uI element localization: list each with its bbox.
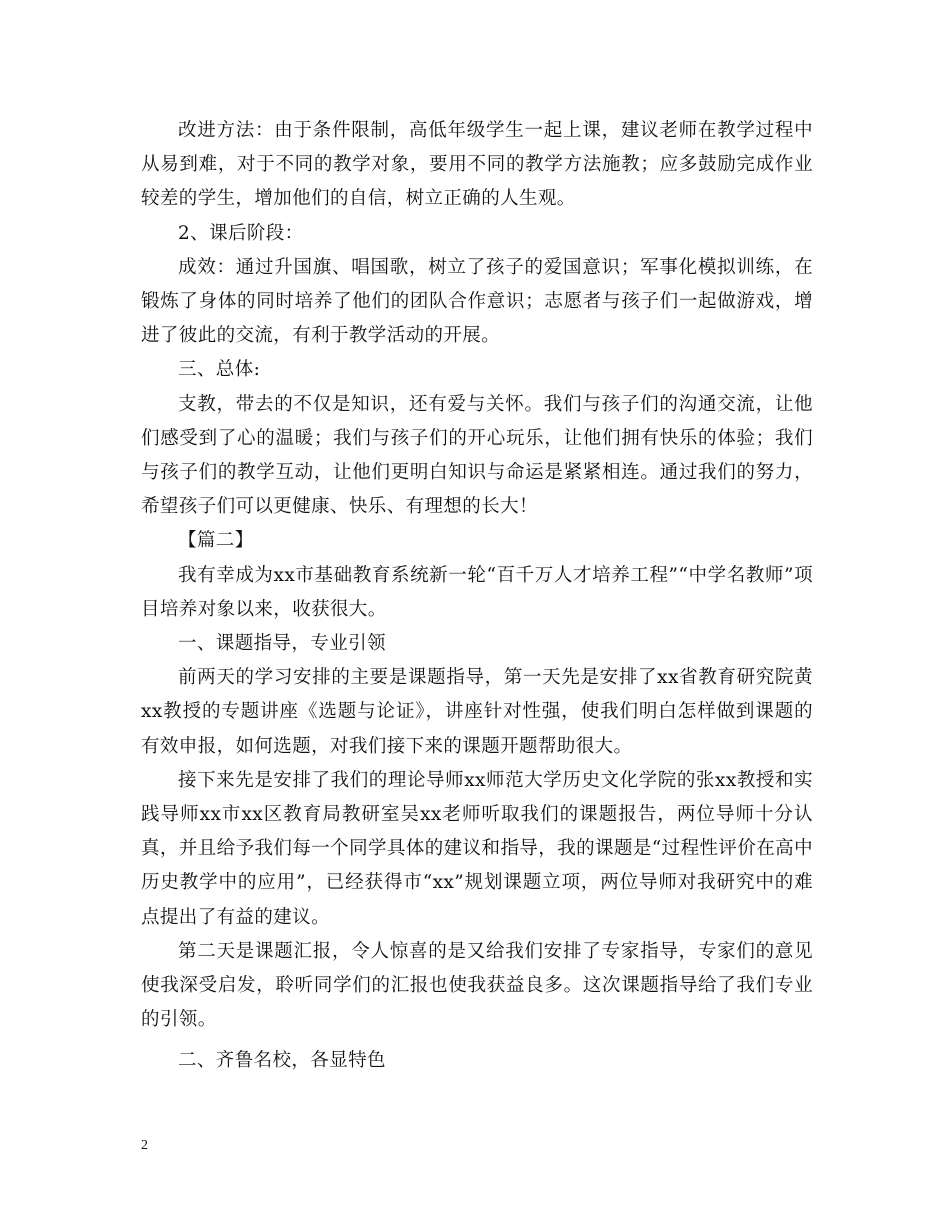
page-number: 2 <box>141 1138 148 1153</box>
paragraph-teaching-support: 支教，带去的不仅是知识，还有爱与关怀。我们与孩子们的沟通交流，让他们感受到了心的温暖；我们与孩子们的开心玩乐，让他们拥有快乐的体验；我们与孩子们的教学互动，让他们更明白知识与命运是紧紧相连。通过我们的努力，希望孩子们可以更健康、快乐、有理想的长大！ <box>141 393 813 518</box>
paragraph-improvement-method: 改进方法：由于条件限制，高低年级学生一起上课，建议老师在教学过程中从易到难，对于不同的教学对象，要用不同的教学方法施教；应多鼓励完成作业较差的学生，增加他们的自信，树立正确的人生观。 <box>141 120 813 210</box>
paragraph-second-day: 第二天是课题汇报，令人惊喜的是又给我们安排了专家指导，专家们的意见使我深受启发，聆听同学们的汇报也使我获益良多。这次课题指导给了我们专业的引领。 <box>141 940 813 1031</box>
paragraph-program-intro: 我有幸成为xx市基础教育系统新一轮“百千万人才培养工程”“中学名教师”项目培养对象以来，收获很大。 <box>141 564 813 620</box>
paragraph-results: 成效：通过升国旗、唱国歌，树立了孩子的爱国意识；军事化模拟训练，在锻炼了身体的同时培养了他们的团队合作意识；志愿者与孩子们一起做游戏，增进了彼此的交流，有利于教学活动的开展。 <box>141 256 813 347</box>
heading-part-two: 【篇二】 <box>178 530 254 552</box>
paragraph-mentor-reports: 接下来先是安排了我们的理论导师xx师范大学历史文化学院的张xx教授和实践导师xx市xx区教育局教研室吴xx老师听取我们的课题报告，两位导师十分认真，并且给予我们每一个同学具体的建议和指导，我的课题是“过程性评价在高中历史教学中的应用”，已经获得市“xx”规划课题立项，两位导师对我研究中的难点提出了有益的建议。 <box>141 769 813 928</box>
heading-famous-schools: 二、齐鲁名校，各显特色 <box>178 1050 386 1072</box>
paragraph-first-lecture: 前两天的学习安排的主要是课题指导，第一天先是安排了xx省教育研究院黄xx教授的专题讲座《选题与论证》，讲座针对性强，使我们明白怎样做到课题的有效申报，如何选题，对我们接下来的课题开题帮助很大。 <box>141 667 813 757</box>
heading-overall: 三、总体: <box>178 359 261 381</box>
heading-after-class-stage: 2、课后阶段： <box>178 222 304 244</box>
document-body <box>141 114 813 1079</box>
heading-topic-guidance: 一、课题指导，专业引领 <box>178 633 386 655</box>
